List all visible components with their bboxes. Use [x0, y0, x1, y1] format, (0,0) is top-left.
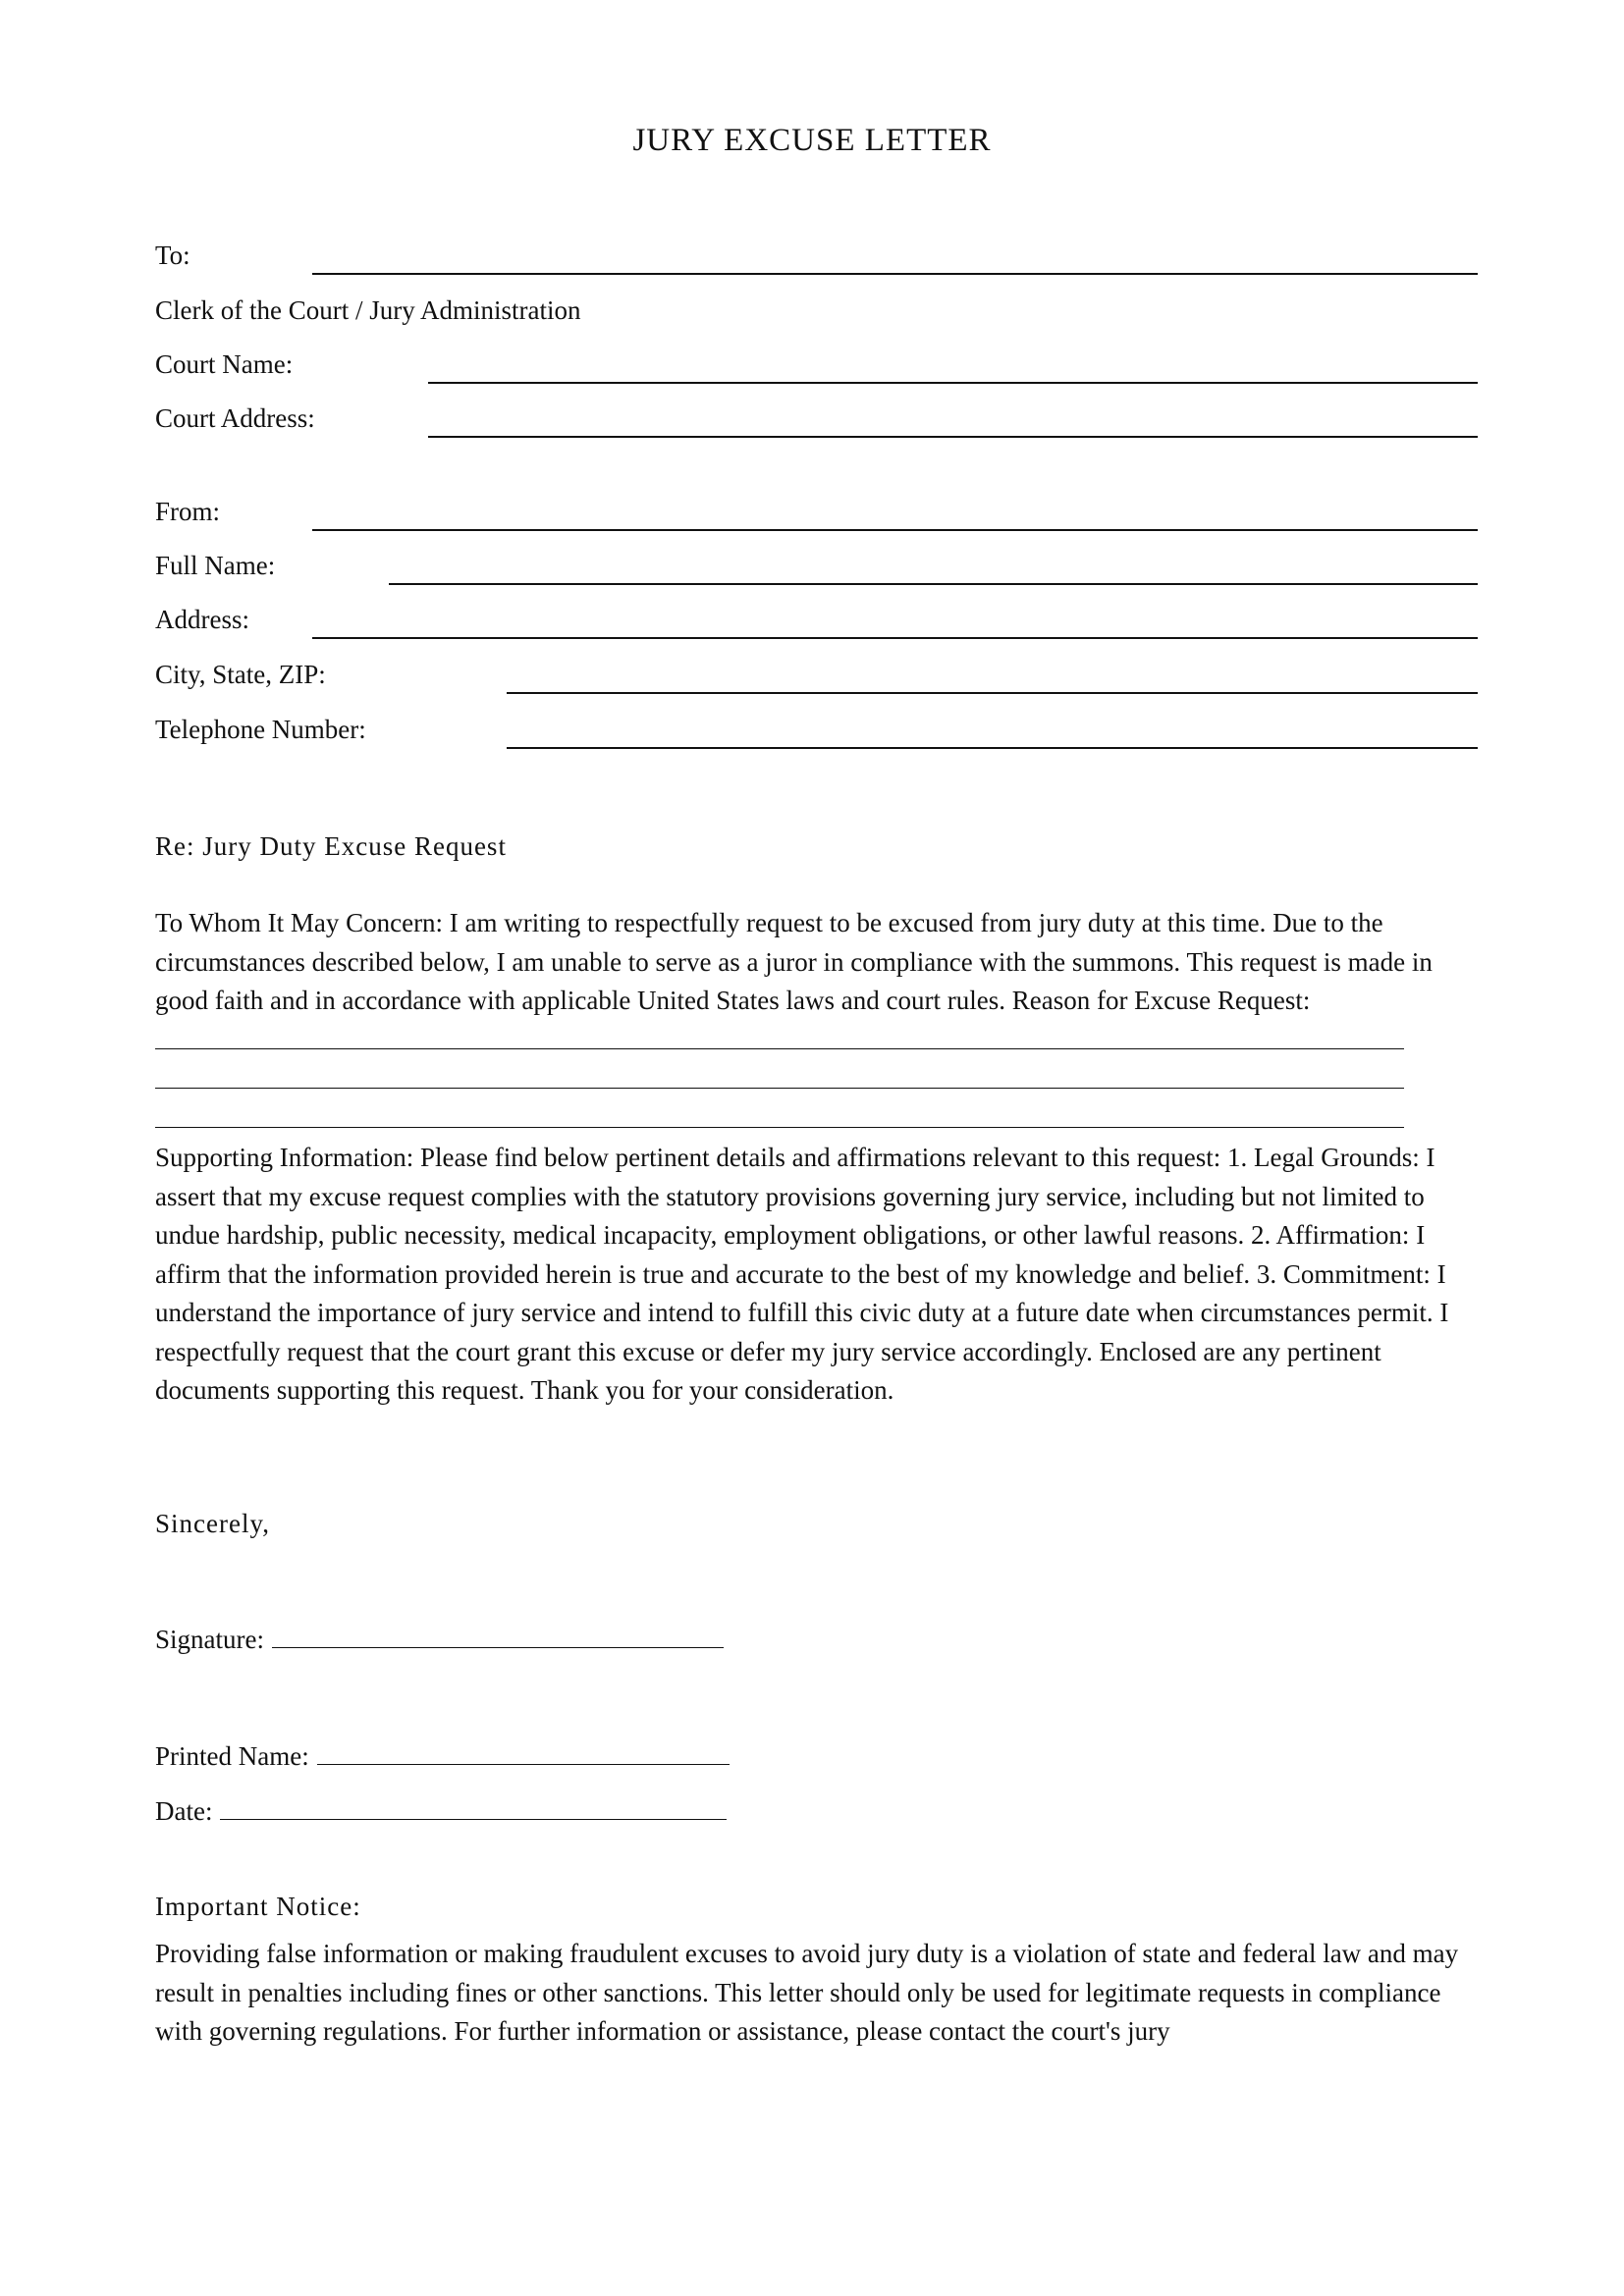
date-label: Date: [155, 1796, 213, 1826]
court-address-input-line[interactable] [428, 436, 1478, 438]
address-field [155, 600, 1478, 639]
intro-paragraph: To Whom It May Concern: I am writing to respectfully request to be excused from jury duty at this time. Due to the circumstances described below, I am unable to serve as a juror in compliance with the summons. This request is made in good faith and in accordance with applicable United States laws and court rules. Reason for Excuse Request: [155, 908, 1433, 1015]
reason-line-1[interactable] [155, 1048, 1404, 1049]
date-field [155, 1791, 727, 1831]
from-input-line[interactable] [312, 529, 1478, 531]
date-input-line[interactable] [220, 1793, 727, 1820]
court-office: Clerk of the Court / Jury Administration [155, 295, 581, 325]
to-input-line[interactable] [312, 273, 1478, 275]
printed-name-field [155, 1736, 730, 1776]
full-name-label: Full Name: [155, 551, 276, 580]
notice-heading: Important Notice: [155, 1892, 361, 1921]
city-state-zip-label: City, State, ZIP: [155, 660, 326, 689]
signature-label: Signature: [155, 1625, 264, 1654]
city-state-zip-field [155, 655, 1478, 694]
city-state-zip-input-line[interactable] [507, 692, 1478, 694]
court-address-label: Court Address: [155, 403, 315, 433]
telephone-field [155, 710, 1478, 749]
court-address-field [155, 399, 1478, 438]
full-name-input-line[interactable] [389, 583, 1478, 585]
document-title: JURY EXCUSE LETTER [632, 123, 992, 158]
court-name-field [155, 345, 1478, 384]
notice-paragraph: Providing false information or making fraudulent excuses to avoid jury duty is a violation of state and federal law and may result in penalties including fines or other sanctions. This letter should only be used for legitimate requests in compliance with governing regulations. For further information or assistance, please contact the court's jury [155, 1939, 1459, 2046]
printed-name-label: Printed Name: [155, 1741, 309, 1771]
to-label: To: [155, 240, 190, 270]
court-name-label: Court Name: [155, 349, 294, 379]
court-name-input-line[interactable] [428, 382, 1478, 384]
valediction: Sincerely, [155, 1509, 270, 1538]
full-name-field [155, 546, 1478, 585]
address-label: Address: [155, 605, 249, 634]
reason-line-2[interactable] [155, 1088, 1404, 1089]
supporting-paragraph: Supporting Information: Please find below pertinent details and affirmations relevant to this request: 1. Legal Grounds: I assert that my excuse request complies with the statutory provisions governing jury service, including but not limited to undue hardship, public necessity, medical incapacity, employment obligations, or other lawful reasons. 2. Affirmation: I affirm that the information provided herein is true and accurate to the best of my knowledge and belief. 3. Commitment: I understand the importance of jury service and intend to fulfill this civic duty at a future date when circumstances permit. I respectfully request that the court grant this excuse or defer my jury service accordingly. Enclosed are any pertinent documents supporting this request. Thank you for your consideration. [155, 1143, 1449, 1405]
telephone-input-line[interactable] [507, 747, 1478, 749]
to-field [155, 236, 1478, 275]
subject-line: Re: Jury Duty Excuse Request [155, 831, 507, 861]
signature-input-line[interactable] [272, 1622, 724, 1648]
address-input-line[interactable] [312, 637, 1478, 639]
signature-field [155, 1620, 724, 1659]
from-label: From: [155, 497, 221, 526]
from-field [155, 492, 1478, 531]
printed-name-input-line[interactable] [317, 1738, 730, 1765]
reason-line-3[interactable] [155, 1127, 1404, 1128]
telephone-label: Telephone Number: [155, 715, 366, 744]
